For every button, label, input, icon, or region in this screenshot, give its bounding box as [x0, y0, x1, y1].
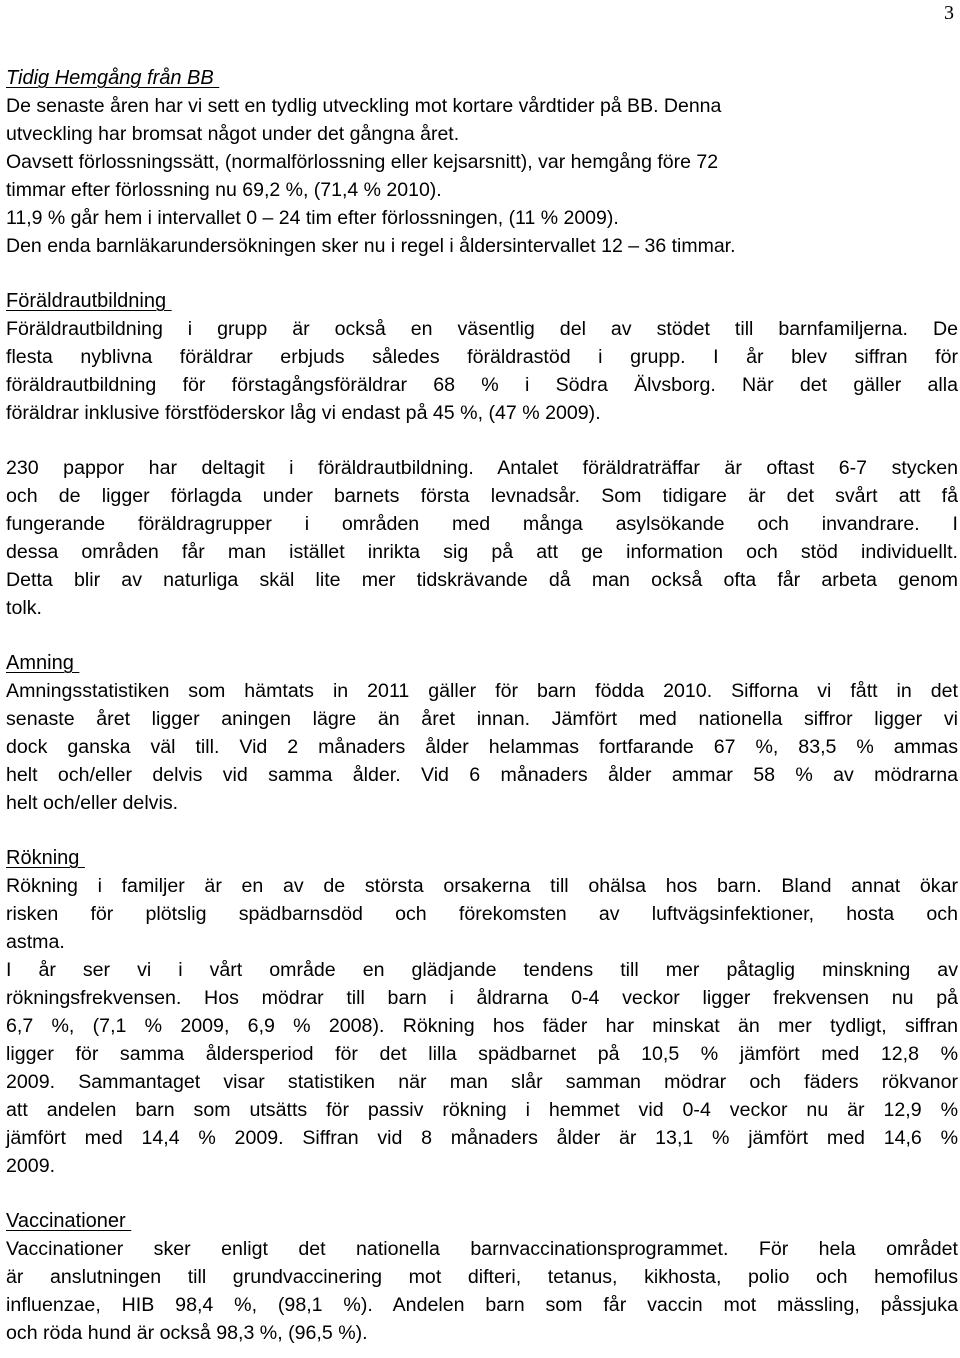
section-heading: Föräldrautbildning — [6, 290, 172, 312]
paragraph-line: 6,7 %, (7,1 % 2009, 6,9 % 2008). Rökning hos fäder har minskat än mer tydligt, siffran — [6, 1015, 958, 1037]
paragraph-line: helt och/eller delvis. — [6, 792, 179, 814]
paragraph-line: 2009. Sammantaget visar statistiken när man slår samman mödrar och fäders rökvanor — [6, 1071, 958, 1093]
paragraph-line: Detta blir av naturliga skäl lite mer tidskrävande då man också ofta får arbeta genom — [6, 569, 958, 591]
document-body — [6, 64, 958, 1347]
section-heading: Amning — [6, 652, 80, 674]
paragraph-line: föräldrautbildning för förstagångsföräldrar 68 % i Södra Älvsborg. När det gäller alla — [6, 374, 958, 396]
paragraph — [6, 872, 958, 1180]
paragraph — [6, 454, 958, 622]
paragraph — [6, 1235, 958, 1347]
paragraph-line: och röda hund är också 98,3 %, (96,5 %). — [6, 1322, 368, 1344]
section-vaccinations — [6, 1207, 958, 1347]
paragraph-line: I år ser vi i vårt område en glädjande tendens till mer påtaglig minskning av — [6, 959, 958, 981]
paragraph-line: 230 pappor har deltagit i föräldrautbildning. Antalet föräldraträffar är oftast 6-7 stycken — [6, 457, 958, 479]
section-heading: Rökning — [6, 847, 85, 869]
paragraph-line: att andelen barn som utsätts för passiv rökning i hemmet vid 0-4 veckor nu är 12,9 % — [6, 1099, 958, 1121]
paragraph-line: Oavsett förlossningssätt, (normalförlossning eller kejsarsnitt), var hemgång före 72 — [6, 151, 719, 173]
paragraph — [6, 315, 958, 427]
section-parent-education — [6, 287, 958, 622]
section-smoking — [6, 844, 958, 1180]
paragraph-line: timmar efter förlossning nu 69,2 %, (71,4 % 2010). — [6, 179, 442, 201]
paragraph-line: är anslutningen till grundvaccinering mot difteri, tetanus, kikhosta, polio och hemofilus — [6, 1266, 958, 1288]
paragraph-line: utveckling har bromsat något under det gångna året. — [6, 123, 460, 145]
paragraph-line: Den enda barnläkarundersökningen sker nu i regel i åldersintervallet 12 – 36 timmar. — [6, 235, 736, 257]
paragraph-line: dessa områden får man istället inrikta sig på att ge information och stöd individuellt. — [6, 541, 958, 563]
paragraph-line: Föräldrautbildning i grupp är också en väsentlig del av stödet till barnfamiljerna. De — [6, 318, 958, 340]
section-heading: Tidig Hemgång från BB — [6, 67, 220, 89]
paragraph-line: jämfört med 14,4 % 2009. Siffran vid 8 månaders ålder är 13,1 % jämfört med 14,6 % — [6, 1127, 958, 1149]
paragraph-line: astma. — [6, 931, 65, 953]
paragraph-line: De senaste åren har vi sett en tydlig utveckling mot kortare vårdtider på BB. Denna — [6, 95, 722, 117]
paragraph-line: rökningsfrekvensen. Hos mödrar till barn i åldrarna 0-4 veckor ligger frekvensen nu på — [6, 987, 958, 1009]
paragraph-line: Amningsstatistiken som hämtats in 2011 gäller för barn födda 2010. Sifforna vi fått in det — [6, 680, 958, 702]
paragraph-line: dock ganska väl till. Vid 2 månaders ålder helammas fortfarande 67 %, 83,5 % ammas — [6, 736, 958, 758]
page-number: 3 — [944, 2, 954, 24]
paragraph-line: 11,9 % går hem i intervallet 0 – 24 tim efter förlossningen, (11 % 2009). — [6, 207, 619, 229]
paragraph-line: fungerande föräldragrupper i områden med många asylsökande och invandrare. I — [6, 513, 958, 535]
paragraph-line: Rökning i familjer är en av de största orsakerna till ohälsa hos barn. Bland annat ökar — [6, 875, 958, 897]
paragraph-line: influenzae, HIB 98,4 %, (98,1 %). Andelen barn som får vaccin mot mässling, påssjuka — [6, 1294, 958, 1316]
paragraph-line: Vaccinationer sker enligt det nationella barnvaccinationsprogrammet. För hela området — [6, 1238, 958, 1260]
paragraph-line: ligger för samma åldersperiod för det lilla spädbarnet på 10,5 % jämfört med 12,8 % — [6, 1043, 958, 1065]
section-early-discharge — [6, 64, 958, 260]
paragraph-line: tolk. — [6, 597, 42, 619]
paragraph — [6, 677, 958, 817]
section-breastfeeding — [6, 649, 958, 817]
paragraph-line: senaste året ligger aningen lägre än året innan. Jämfört med nationella siffror ligger vi — [6, 708, 958, 730]
paragraph-line: flesta nyblivna föräldrar erbjuds således föräldrastöd i grupp. I år blev siffran för — [6, 346, 958, 368]
paragraph-line: helt och/eller delvis vid samma ålder. Vid 6 månaders ålder ammar 58 % av mödrarna — [6, 764, 958, 786]
paragraph-line: risken för plötslig spädbarnsdöd och förekomsten av luftvägsinfektioner, hosta och — [6, 903, 958, 925]
paragraph-line: 2009. — [6, 1155, 56, 1177]
paragraph-line: föräldrar inklusive förstföderskor låg vi endast på 45 %, (47 % 2009). — [6, 402, 601, 424]
paragraph-line: och de ligger förlagda under barnets första levnadsår. Som tidigare är det svårt att få — [6, 485, 958, 507]
section-heading: Vaccinationer — [6, 1210, 132, 1232]
